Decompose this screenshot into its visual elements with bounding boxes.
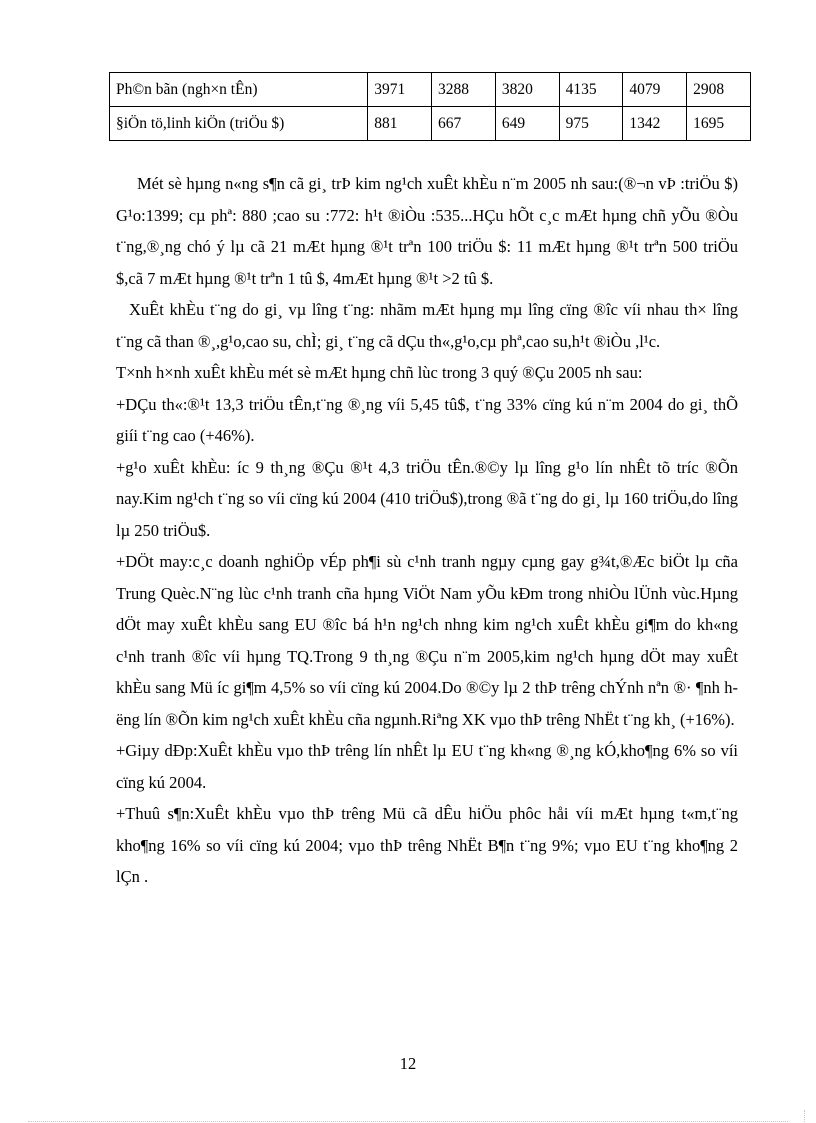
paragraph: +DÇu th«:®¹t 13,3 triÖu tÊn,t¨ng ®¸ng víi 5,45 tû$, t¨ng 33% cïng kú n¨m 2004 do gi¸ thÕ giíi t¨ng cao (+46%). (116, 394, 738, 445)
table-cell: 1342 (623, 107, 687, 141)
paragraph: +Thuû s¶n:XuÊt khÈu vµo thÞ trêng Mü cã dÊu hiÖu phôc håi víi mÆt hµng t«m,t¨ng kho¶ng 16% so víi cïng kú 2004; vµo thÞ trêng NhËt B¶n t¨ng 9%; vµo EU t¨ng kho¶ng 2 lÇn . (116, 804, 738, 886)
table-cell: 975 (559, 107, 623, 141)
paragraph: +DÖt may:c¸c doanh nghiÖp vÉp ph¶i sù c¹nh tranh ngµy cµng gay g¾t,®Æc biÖt lµ cña Trung Quèc.N¨ng lùc c¹nh tranh cña hµng ViÖt Nam yÕu kÐm trong nhiÒu lÜnh vùc.Hµng dÖt may xuÊt khÈu sang EU ®îc bá h¹n ng¹ch nhng kim ng¹ch xuÊt khÈu gi¶m do kh«ng c¹nh tranh ®îc víi hµng TQ.Trong 9 th¸ng ®Çu n¨m 2005,kim ng¹ch hµng dÖt may xuÊt khÈu sang Mü íc gi¶m 4,5% so víi cïng kú 2004.Do ®©y lµ 2 thÞ trêng chÝnh nªn ®· ¶nh hëng lín ®Õn kim ng¹ch xuÊt khÈu cña ngµnh.Riªng XK vµo thÞ trêng NhËt t¨ng kh¸ (+16%). (116, 552, 738, 729)
paragraph: +g¹o xuÊt khÈu: íc 9 th¸ng ®Çu ®¹t 4,3 triÖu tÊn.®©y lµ lîng g¹o lín nhÊt tõ tríc ®Õn nay.Kim ng¹ch t¨ng so víi cïng kú 2004 (410 triÖu$),trong ®ã t¨ng do gi¸ lµ 160 triÖu,do lîng lµ 250 triÖu$. (116, 457, 738, 540)
table-cell: 3820 (495, 73, 559, 107)
page-bottom-border (28, 1121, 788, 1122)
export-table (109, 72, 751, 141)
table-cell: 649 (495, 107, 559, 141)
paragraph: Mét sè hµng n«ng s¶n cã gi¸ trÞ kim ng¹ch xuÊt khÈu n¨m 2005 nh sau:(®¬n vÞ :triÖu $) G¹o:1399; cµ phª: 880 ;cao su :772: h¹t ®iÒu :535...HÇu hÕt c¸c mÆt hµng chñ yÕu ®Òu t¨ng,®¸ng chó ý lµ cã 21 mÆt hµng ®¹t trªn 100 triÖu $: 11 mÆt hµng ®¹t trªn 500 triÖu $,cã 7 mÆt hµng ®¹t trªn 1 tû $, 4mÆt hµng ®¹t >2 tû $. (116, 174, 738, 288)
paragraph: +Giµy dÐp:XuÊt khÈu vµo thÞ trêng lín nhÊt lµ EU t¨ng kh«ng ®¸ng kÓ,kho¶ng 6% so víi cïng kú 2004. (116, 741, 738, 792)
table-cell: 667 (432, 107, 496, 141)
table-cell: 3971 (368, 73, 432, 107)
table-cell: 4135 (559, 73, 623, 107)
paragraph: T×nh h×nh xuÊt khÈu mét sè mÆt hµng chñ lùc trong 3 quý ®Çu 2005 nh sau: (116, 363, 643, 382)
page-right-border (804, 1110, 805, 1122)
table-cell: 1695 (687, 107, 751, 141)
paragraph: XuÊt khÈu t¨ng do gi¸ vµ lîng t¨ng: nhãm mÆt hµng mµ lîng cïng ®îc víi nhau th× lîng t¨ng cã than ®¸,g¹o,cao su, chÌ; gi¸ t¨ng cã dÇu th«,g¹o,cµ phª,cao su,h¹t ®iÒu ,l¹c. (116, 300, 738, 351)
table-cell: 881 (368, 107, 432, 141)
table-cell: 2908 (687, 73, 751, 107)
body-text (116, 168, 738, 893)
page-number: 12 (399, 1054, 417, 1073)
table-row (110, 107, 751, 141)
table-row (110, 73, 751, 107)
table-cell-label: §iÖn tö,linh kiÖn (triÖu $) (110, 107, 368, 141)
table-cell: 4079 (623, 73, 687, 107)
table-cell: 3288 (432, 73, 496, 107)
table-cell-label: Ph©n bãn (ngh×n tÊn) (110, 73, 368, 107)
